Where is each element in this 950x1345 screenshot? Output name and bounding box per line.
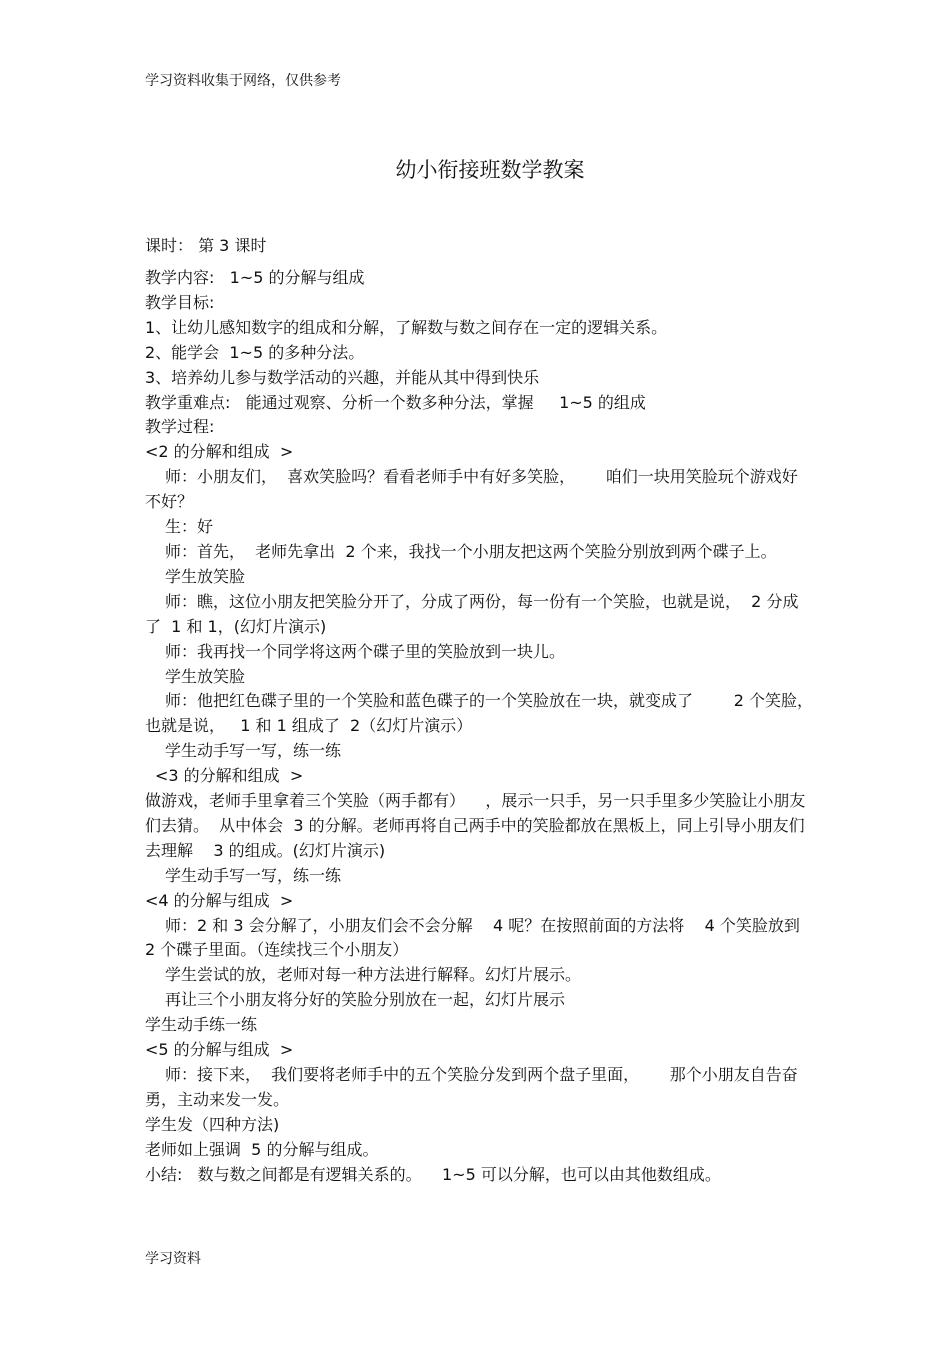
body-line: 3、培养幼儿参与数学活动的兴趣，并能从其中得到快乐: [145, 367, 540, 387]
body-line: <5 的分解与组成 >: [145, 1040, 294, 1060]
body-line: <2 的分解和组成 >: [145, 442, 294, 462]
lesson-body: [145, 266, 813, 1188]
body-line: <3 的分解和组成 >: [155, 766, 304, 786]
body-line: 学生发（四种方法): [145, 1114, 280, 1134]
body-line: 师：首先， 老师先拿出 2 个来，我找一个小朋友把这两个笑脸分别放到两个碟子上。: [165, 541, 777, 561]
body-line: 师：小朋友们， 喜欢笑脸吗？看看老师手中有好多笑脸， 咱们一块用笑脸玩个游戏好不好？: [145, 467, 798, 512]
body-line: 师：瞧，这位小朋友把笑脸分开了，分成了两份，每一份有一个笑脸，也就是说， 2 分成了 1 和 1，(幻灯片演示): [145, 591, 799, 636]
body-line: 教学内容: 1~5 的分解与组成: [145, 268, 365, 287]
document-title: [0, 154, 950, 184]
body-line: 教学过程:: [145, 417, 215, 437]
body-line: 教学重难点: 能通过观察、分析一个数多种分法，掌握 1~5 的组成: [145, 392, 646, 412]
body-line: 生：好: [165, 517, 214, 537]
body-line: 学生尝试的放，老师对每一种方法进行解释。幻灯片展示。: [165, 965, 582, 985]
body-line: 学生放笑脸: [165, 566, 246, 586]
body-line: 学生动手练一练: [145, 1015, 258, 1035]
body-line: 师：我再找一个同学将这两个碟子里的笑脸放到一块儿。: [165, 641, 566, 661]
body-line: 做游戏，老师手里拿着三个笑脸（两手都有） ，展示一只手，另一只手里多少笑脸让小朋友们去猜。 从中体会 3 的分解。老师再将自己两手中的笑脸都放在黑板上，同上引导小朋友们去理解 3 的组成。(幻灯片演示): [145, 791, 806, 860]
body-line: 小结: 数与数之间都是有逻辑关系的。 1~5 可以分解，也可以由其他数组成。: [145, 1164, 721, 1184]
body-line: 师：他把红色碟子里的一个笑脸和蓝色碟子的一个笑脸放在一块，就变成了 2 个笑脸，也就是说， 1 和 1 组成了 2（幻灯片演示）: [145, 691, 813, 736]
body-line: 老师如上强调 5 的分解与组成。: [145, 1139, 379, 1159]
header-note: 学习资料收集于网络，仅供参考: [145, 73, 341, 89]
lesson-time: 课时： 第 3 课时: [145, 236, 267, 255]
document-title-text: 幼小衔接班数学教案: [395, 158, 585, 182]
body-line: 师：2 和 3 会分解了，小朋友们会不会分解 4 呢？在按照前面的方法将 4 个笑脸放到 2 个碟子里面。（连续找三个小朋友）: [145, 915, 811, 960]
body-line: 学生放笑脸: [165, 666, 246, 686]
footer-note: 学习资料: [145, 1251, 201, 1267]
body-line: 1、让幼儿感知数字的组成和分解，了解数与数之间存在一定的逻辑关系。: [145, 317, 668, 337]
body-line: 教学目标:: [145, 292, 215, 312]
body-line: 学生动手写一写，练一练: [165, 741, 342, 761]
body-line: 学生动手写一写，练一练: [165, 865, 342, 885]
body-line: <4 的分解与组成 >: [145, 890, 294, 910]
body-line: 再让三个小朋友将分好的笑脸分别放在一起，幻灯片展示: [165, 990, 566, 1010]
body-line: 师：接下来， 我们要将老师手中的五个笑脸分发到两个盘子里面， 那个小朋友自告奋勇，主动来发一发。: [145, 1065, 798, 1109]
body-line: 2、能学会 1~5 的多种分法。: [145, 342, 365, 362]
